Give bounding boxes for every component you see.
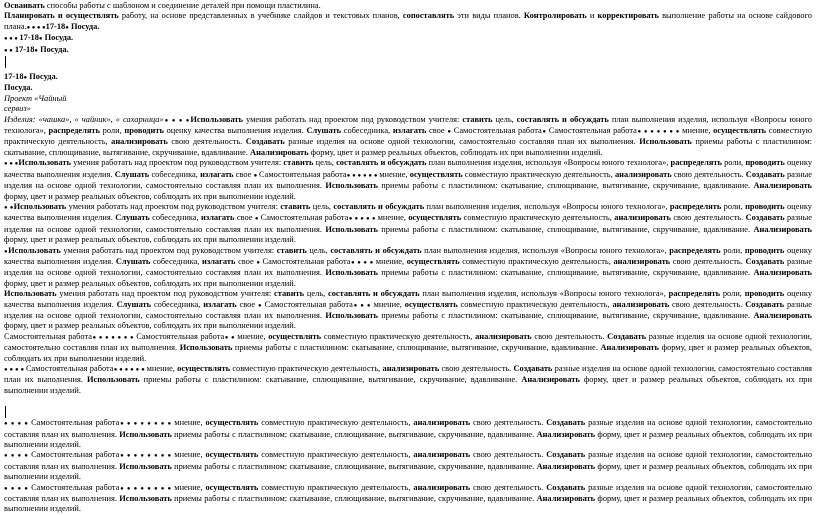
t-methods: приемы работы с пластилином: скатывание, сплющивание, вытягивание, скручивание, вдавливание. [171,461,537,471]
kw-use: Использовать [8,245,61,255]
t-methods: приемы работы с пластилином: скатывание, сплющивание, вытягивание, скручивание, вдавливание. [171,429,537,439]
t-roles: роли, [721,201,746,211]
kw-use2: Использовать [325,310,378,320]
lesson-number-4: 17-18 [4,72,24,82]
keyword-master: Осваивать [4,1,45,10]
text-and: и [586,11,598,21]
t-plan: план выполнения изделия, используя «Вопросы юного технолога», [424,201,670,211]
kw-use2: Использовать [119,494,172,504]
kw-use2: Использовать [86,375,140,385]
kw-carry: осуществлять [404,299,458,309]
t-plan: план выполнения изделия, используя «Вопросы юного технолога», [4,114,812,136]
t-own: свою деятельность. [439,364,514,373]
t-form: форму, цвет и размер реальных объектов, соблюдать их при выполнении изделий. [4,321,296,331]
lesson-title-4: Посуда. [27,72,58,82]
kw-use: Использовать [13,201,67,211]
kw-analyze2: Анализировать [753,268,812,278]
t-opinion: мнение, [174,418,206,428]
kw-use: Использовать [18,158,71,168]
t-methods: приемы работы с пластилином: скатывание, сплющивание, вытягивание, скручивание, вдавливание. [4,137,812,157]
t-state: свое [235,256,257,266]
keyword-correct: корректировать [597,11,659,21]
kw-listen: Слушать [116,299,152,309]
cell-border [5,56,7,68]
kw-use2: Использовать [179,343,233,353]
t-joint: совместную практическую деятельность, [258,482,414,492]
t-self: Самостоятельная работа [264,299,353,309]
t-form: форму, цвет и размер реальных объектов, соблюдать их при выполнении изделий. [4,461,812,482]
paragraph-3: ● ●Использовать умения работать над проектом под руководством учителя: ставить цель, составлять и обсуждать план выполнения изделия, используя «Вопросы юного технолога», распределять роли, проводить оценку качества выполнения изделия. Слушать собеседника, излагать свое ● Самостоятельная работа● ● ● ● ● мнение, осуществлять совместную практическую деятельность, анализировать свою деятельность. Создавать разные изделия на основе одной технологии, самостоятельно составляя план их выполнения. Использовать приемы работы с пластилином: скатывание, сплющивание, вытягивание, скручивание, вдавливание. Анализировать форму, цвет и размер реальных объектов, соблюдать их при выполнении изделий. [4,201,813,245]
kw-carry: осуществлять [205,418,259,428]
t-joint: совместную практическую деятельность, [4,126,813,147]
cell-border-2 [5,406,7,418]
kw-distribute: распределять [669,245,721,255]
kw-distribute: распределять [669,201,722,211]
kw-listen: Слушать [115,213,150,223]
t-eval: оценку качества выполнения изделия. [163,126,307,136]
t-goal: цель, [492,114,517,124]
t-own: свою деятельность. [470,482,547,492]
kw-distribute: распределять [670,158,722,168]
kw-carry: осуществлять [205,482,259,492]
paragraph-2: ● ● ●Использовать умения работать над проектом под руководством учителя: ставить цель, составлять и обсуждать план выполнения изделия, используя «Вопросы юного технолога», распределять роли, проводить оценку качества выполнения изделия. Слушать собеседника, излагать свое ● Самостоятельная работа● ● ● ● ● ● мнение, осуществлять совместную практическую деятельность, анализировать свою деятельность. Создавать разные изделия на основе одной технологии, самостоятельно составляя план их выполнения. Использовать приемы работы с пластилином: скатывание, сплющивание, вытягивание, скручивание, вдавливание. Анализировать форму, цвет и размер реальных объектов, соблюдать их при выполнении изделий. [4,158,813,201]
kw-use2: Использовать [325,224,378,234]
t-joint: совместную практическую деятельность, [459,256,614,266]
t-create: разные изделия на основе одной технологии, самостоятельно составляя план их выполнения. [4,331,813,353]
text-plan: работу, на основе представленных в учебнике слайдов и текстовых планов, [118,11,403,21]
t-state: свое [236,299,258,309]
kw-create: Создавать [513,364,553,373]
t-use: умения работать над проектом под руководством учителя: [70,158,284,168]
t-self-b: Самостоятельная работа [136,331,225,341]
kw-compose: составлять и обсуждать [516,114,609,124]
kw-listen: Слушать [115,256,151,266]
t-methods: приемы работы с пластилином: скатывание, сплющивание, вытягивание, скручивание, вдавливание. [377,310,754,320]
kw-state: излагать [200,169,234,179]
kw-analyze2: Анализировать [600,343,659,353]
kw-conduct: проводить [744,289,785,299]
t-goal: цель, [313,158,337,168]
paragraph-10: ● ● ● ● Самостоятельная работа● ● ● ● ● ● ● ● мнение, осуществлять совместную практическую деятельность, анализировать свою деятельность. Создавать разные изделия на основе одной технологии, самостоятельно составляя план их выполнения. Использовать приемы работы с пластилином: скатывание, сплющивание, вытягивание, скручивание, вдавливание. Анализировать форму, цвет и размер реальных объектов, соблюдать их при выполнении изделий. [4,482,813,514]
t-form: форму, цвет и размер реальных объектов, соблюдать их при выполнении изделий. [308,147,603,157]
t-eval: оценку качества выполнения изделия. [4,201,812,223]
kw-create: Создавать [546,482,586,492]
kw-analyze: анализировать [475,331,532,341]
lesson-number-3: 17-18 [12,44,35,54]
t-form: форму, цвет и размер реальных объектов, соблюдать их при выполнении изделий. [4,278,296,288]
kw-carry: осуществлять [408,213,462,223]
kw-listen: Слушать [306,126,342,136]
t-opinion: мнение, [373,299,405,309]
t-joint: совместную практическую деятельность, [258,418,414,428]
kw-analyze: анализировать [382,364,440,373]
t-self: Самостоятельная работа [260,213,349,223]
kw-compose: составлять и обсуждать [330,245,422,255]
bullet-marks: ● ● ● ● [26,24,46,31]
t-use: умения работать над проектом под руководством учителя: [242,114,463,124]
t-state: свое [234,213,255,223]
t-create: разные изделия на основе одной технологии, самостоятельно составляя план их выполнения. [4,299,813,320]
kw-analyze2: Анализировать [250,147,309,157]
t-opinion: мнение, [146,364,178,373]
t-methods: приемы работы с пластилином: скатывание, сплющивание, вытягивание, скручивание, вдавливание. [232,343,601,353]
kw-carry: осуществлять [406,256,460,266]
t-goal: цель, [304,289,328,299]
t-opinion: мнение, [377,213,409,223]
kw-use: Использовать [4,289,57,299]
kw-distribute: распределять [668,289,721,299]
kw-analyze2: Анализировать [536,429,596,439]
t-goal: цель, [310,201,334,211]
line-plan: Планировать и осуществлять работу, на основе представленных в учебнике слайдов и текстовых планов, сопоставлять эти виды планов. Контролировать и корректировать выполнение работы на основе сайдового плана.● ● ● ●17-18● Посуда. [4,11,812,31]
t-create: разные изделия на основе одной технологии, самостоятельно составляя план их выполнения. [4,450,813,471]
kw-distribute: распределять [48,126,100,136]
t-opinion: мнение, [375,256,407,266]
paragraph-7: ● ● ● ● Самостоятельная работа● ● ● ● ● ● мнение, осуществлять совместную практическую деятельность, анализировать свою деятельность. Создавать разные изделия на основе одной технологии, самостоятельно составляя план их выполнения. Использовать приемы работы с пластилином: скатывание, сплющивание, вытягивание, скручивание, вдавливание. Анализировать форму, цвет и размер реальных объектов, соблюдать их при выполнении изделий. [4,364,813,395]
t-joint: совместную практическую деятельность, [258,450,414,460]
t-listen: собеседника, [150,256,203,266]
kw-use2: Использовать [119,461,172,471]
kw-state: излагать [203,299,237,309]
paragraph-4: ●Использовать умения работать над проектом под руководством учителя: ставить цель, составлять и обсуждать план выполнения изделия, используя «Вопросы юного технолога», распределять роли, проводить оценку качества выполнения изделия. Слушать собеседника, излагать свое ● Самостоятельная работа● ● ● ● мнение, осуществлять совместную практическую деятельность, анализировать свою деятельность. Создавать разные изделия на основе одной технологии, самостоятельно составляя план их выполнения. Использовать приемы работы с пластилином: скатывание, сплющивание, вытягивание, скручивание, вдавливание. Анализировать форму, цвет и размер реальных объектов, соблюдать их при выполнении изделий. [4,245,813,288]
t-roles: роли, [99,126,125,136]
kw-carry: осуществлять [205,450,259,460]
kw-use2: Использовать [639,137,692,147]
t-methods: приемы работы с пластилином: скатывание, сплющивание, вытягивание, скручивание, вдавливание. [171,494,537,504]
line-lesson-3: ● ● 17-18● Посуда. [4,44,69,54]
t-create: разные изделия на основе одной технологии, самостоятельно составляя план их выполнения. [4,213,813,234]
t-form: форму, цвет и размер реальных объектов, соблюдать их при выполнении изделий. [4,429,812,450]
lesson-title: Посуда. [68,21,100,31]
t-use: умения работать над проектом под руководством учителя: [56,289,275,299]
t-opinion: мнение, [174,450,206,460]
t-eval: оценку качества выполнения изделия. [4,245,812,266]
kw-use2: Использовать [119,429,172,439]
t-own: свою деятельность. [670,213,746,223]
project-title-2: сервиз» [4,104,31,114]
kw-analyze: анализировать [614,169,672,179]
kw-analyze: анализировать [111,137,168,147]
kw-conduct: проводить [124,126,164,136]
t-form: форму, цвет и размер реальных объектов, соблюдать их при выполнении изделий. [4,494,812,514]
t-methods: приемы работы с пластилином: скатывание, сплющивание, вытягивание, скручивание, вдавливание. [377,224,754,234]
t-opinion: мнение, [682,126,714,136]
kw-analyze: анализировать [612,299,670,309]
items-line: Изделия: «чашка», « чайник», « сахарница» [4,114,164,124]
kw-listen: Слушать [114,169,150,179]
line-lesson-2: ● ● ● 17-18● Посуда. [4,33,74,43]
t-form: форму, цвет и размер реальных объектов, соблюдать их при выполнении изделий. [4,343,812,363]
t-self: Самостоятельная работа [259,169,347,179]
line-project [4,94,812,104]
t-self: Самостоятельная работа [453,126,542,136]
kw-set: ставить [274,289,305,299]
t-state: свое [233,169,254,179]
dishes-title: Посуда. [4,83,33,93]
kw-analyze: анализировать [413,482,471,492]
t-create: разные изделия на основе одной технологии, самостоятельно составляя план их выполнения. [4,364,813,385]
t-plan: план выполнения изделия, используя «Вопросы юного технолога», [421,245,670,255]
t-plan: план выполнения изделия, используя «Вопросы юного технолога», [426,158,671,168]
t-form: форму, цвет и размер реальных объектов, соблюдать их при выполнении изделий. [4,191,296,201]
t-self: Самостоятельная работа [31,450,120,460]
keyword-control: Контролировать [523,11,587,21]
paragraph-9: ● ● ● ● Самостоятельная работа● ● ● ● ● ● ● ● мнение, осуществлять совместную практическую деятельность, анализировать свою деятельность. Создавать разные изделия на основе одной технологии, самостоятельно составляя план их выполнения. Использовать приемы работы с пластилином: скатывание, сплющивание, вытягивание, скручивание, вдавливание. Анализировать форму, цвет и размер реальных объектов, соблюдать их при выполнении изделий. [4,450,813,482]
t-create: разные изделия на основе одной технологии, самостоятельно составляя план их выполнения. [284,137,640,147]
t-roles: роли, [720,289,745,299]
kw-conduct: проводить [745,158,785,168]
kw-carry: осуществлять [177,364,231,373]
kw-use: Использовать [190,114,243,124]
project-title: Проект «Чайный [4,93,67,103]
t-methods: приемы работы с пластилином: скатывание, сплющивание, вытягивание, скручивание, вдавливание. [139,375,522,385]
t-create: разные изделия на основе одной технологии, самостоятельно составляя план их выполнения. [4,482,813,504]
kw-conduct: проводить [745,201,785,211]
t-eval: оценку качества выполнения изделия. [4,158,813,179]
kw-carry: осуществлять [409,169,463,179]
kw-create: Создавать [745,299,785,309]
kw-create: Создавать [745,169,785,179]
line-master [4,1,812,11]
kw-carry: осуществлять [268,331,322,341]
t-self: Самостоятельная работа [31,482,120,492]
kw-analyze: анализировать [413,450,471,460]
lesson-number: 17-18 [45,21,66,31]
t-goal: цель, [306,245,331,255]
kw-analyze2: Анализировать [753,181,812,191]
t-own: свою деятельность. [470,418,547,428]
t-create: разные изделия на основе одной технологии, самостоятельно составляя план их выполнения. [4,418,813,439]
keyword-compare: сопоставлять [402,11,455,21]
t-self-b: Самостоятельная работа [548,126,637,136]
t-use: умения работать над проектом под руководством учителя: [60,245,277,255]
t-own: свою деятельность. [670,256,746,266]
kw-create: Создавать [546,418,586,428]
text-master: способы работы с шаблоном и соединение деталей при помощи пластилина. [44,1,321,10]
kw-use2: Использовать [325,181,378,191]
lesson-number-2: 17-18 [19,33,39,43]
t-self: Самостоятельная работа [262,256,351,266]
t-listen: собеседника, [149,213,201,223]
kw-analyze: анализировать [413,418,471,428]
text-correct: выполнение работы на основе сайдового плана. [4,11,812,31]
kw-create: Создавать [745,256,785,266]
t-joint: совместную практическую деятельность, [321,331,476,341]
kw-analyze2: Анализировать [753,310,812,320]
paragraph-6: Самостоятельная работа● ● ● ● ● ● ● Самостоятельная работа● ● мнение, осуществлять совместную практическую деятельность, анализировать свою деятельность. Создавать разные изделия на основе одной технологии, самостоятельно составляя план их выполнения. Использовать приемы работы с пластилином: скатывание, сплющивание, вытягивание, скручивание, вдавливание. Анализировать форму, цвет и размер реальных объектов, соблюдать их при выполнении изделий. [4,331,813,363]
kw-compose: составлять и обсуждать [333,201,425,211]
t-opinion: мнение, [174,482,206,492]
t-self: Самостоятельная работа [25,364,114,373]
t-roles: роли, [721,158,746,168]
kw-analyze2: Анализировать [521,375,580,385]
t-listen: собеседника, [341,126,393,136]
kw-set: ставить [276,245,307,255]
kw-compose: составлять и обсуждать [336,158,427,168]
kw-analyze2: Анализировать [536,461,596,471]
kw-compose: составлять и обсуждать [327,289,420,299]
t-state: свое [426,126,448,136]
t-plan: план выполнения изделия, используя «Вопросы юного технолога», [419,289,669,299]
t-joint: совместную практическую деятельность, [461,213,615,223]
kw-state: излагать [202,256,236,266]
kw-create: Создавать [245,137,285,147]
t-joint: совместную практическую деятельность, [457,299,613,309]
kw-analyze2: Анализировать [536,494,596,504]
line-dishes [4,83,812,93]
t-joint: совместную практическую деятельность, [230,364,383,373]
t-own: свою деятельность. [671,169,746,179]
paragraph-5: Использовать умения работать над проектом под руководством учителя: ставить цель, составлять и обсуждать план выполнения изделия, используя «Вопросы юного технолога», распределять роли, проводить оценку качества выполнения изделия. Слушать собеседника, излагать свое ● Самостоятельная работа● ● ● мнение, осуществлять совместную практическую деятельность, анализировать свою деятельность. Создавать разные изделия на основе одной технологии, самостоятельно составляя план их выполнения. Использовать приемы работы с пластилином: скатывание, сплющивание, вытягивание, скручивание, вдавливание. Анализировать форму, цвет и размер реальных объектов, соблюдать их при выполнении изделий. [4,289,813,331]
t-listen: собеседника, [151,299,204,309]
t-form: форму, цвет и размер реальных объектов, соблюдать их при выполнении изделий. [4,375,812,395]
kw-analyze: анализировать [614,213,671,223]
text-compare: эти виды планов. [454,11,524,21]
t-use: умения работать над проектом под руководством учителя: [66,201,281,211]
t-create: разные изделия на основе одной технологии, самостоятельно составляя план их выполнения. [4,169,812,191]
t-methods: приемы работы с пластилином: скатывание, сплющивание, вытягивание, скручивание, вдавливание. [377,181,754,191]
t-opinion: мнение, [379,169,410,179]
kw-create: Создавать [745,213,785,223]
t-form: форму, цвет и размер реальных объектов, соблюдать их при выполнении изделий. [4,235,296,245]
line-project-2 [4,104,812,114]
keyword-plan: Планировать и осуществлять [4,11,119,21]
kw-use2: Использовать [325,268,378,278]
kw-set: ставить [280,201,311,211]
empty-cell-marker [4,56,812,68]
t-roles: роли, [720,245,745,255]
kw-analyze: анализировать [613,256,671,266]
t-eval: оценку качества выполнения изделия. [4,289,813,309]
kw-analyze2: Анализировать [753,224,812,234]
t-self: Самостоятельная работа [31,418,120,428]
t-methods: приемы работы с пластилином: скатывание, сплющивание, вытягивание, скручивание, вдавливание. [377,268,754,278]
empty-cell-marker-2 [4,406,812,418]
lesson-title-3: Посуда. [38,44,69,54]
line-lesson-4: 17-18● Посуда. [4,72,58,82]
paragraph-8: ● ● ● ● Самостоятельная работа● ● ● ● ● ● ● ● мнение, осуществлять совместную практическую деятельность, анализировать свою деятельность. Создавать разные изделия на основе одной технологии, самостоятельно составляя план их выполнения. Использовать приемы работы с пластилином: скатывание, сплющивание, вытягивание, скручивание, вдавливание. Анализировать форму, цвет и размер реальных объектов, соблюдать их при выполнении изделий. [4,418,813,450]
kw-conduct: проводить [744,245,785,255]
kw-set: ставить [462,114,493,124]
kw-carry: осуществлять [713,126,767,136]
kw-create: Создавать [607,331,647,341]
t-create: разные изделия на основе одной технологии, самостоятельно составляя план их выполнения. [4,256,813,278]
t-own: свою деятельность. [167,137,246,147]
paragraph-1: Изделия: «чашка», « чайник», « сахарница»● ● ● ●Использовать умения работать над проектом под руководством учителя: ставить цель, составлять и обсуждать план выполнения изделия, используя «Вопросы юного технолога», распределять роли, проводить оценку качества выполнения изделия. Слушать собеседника, излагать свое ● Самостоятельная работа● Самостоятельная работа● ● ● ● ● ● ● мнение, осуществлять совместную практическую деятельность, анализировать свою деятельность. Создавать разные изделия на основе одной технологии, самостоятельно составляя план их выполнения. Использовать приемы работы с пластилином: скатывание, сплющивание, вытягивание, скручивание, вдавливание. Анализировать форму, цвет и размер реальных объектов, соблюдать их при выполнении изделий. [4,114,813,157]
t-own: свою деятельность. [470,450,547,460]
kw-state: излагать [392,126,427,136]
t-joint: совместную практическую деятельность, [462,169,615,179]
kw-create: Создавать [546,450,586,460]
kw-state: излагать [201,213,235,223]
t-own: свою деятельность. [531,331,608,341]
t-opinion: мнение, [237,331,269,341]
t-listen: собеседника, [149,169,201,179]
t-own: свою деятельность. [669,299,746,309]
kw-set: ставить [283,158,314,168]
lesson-title-2: Посуда. [42,33,74,43]
t-self: Самостоятельная работа [4,331,92,341]
